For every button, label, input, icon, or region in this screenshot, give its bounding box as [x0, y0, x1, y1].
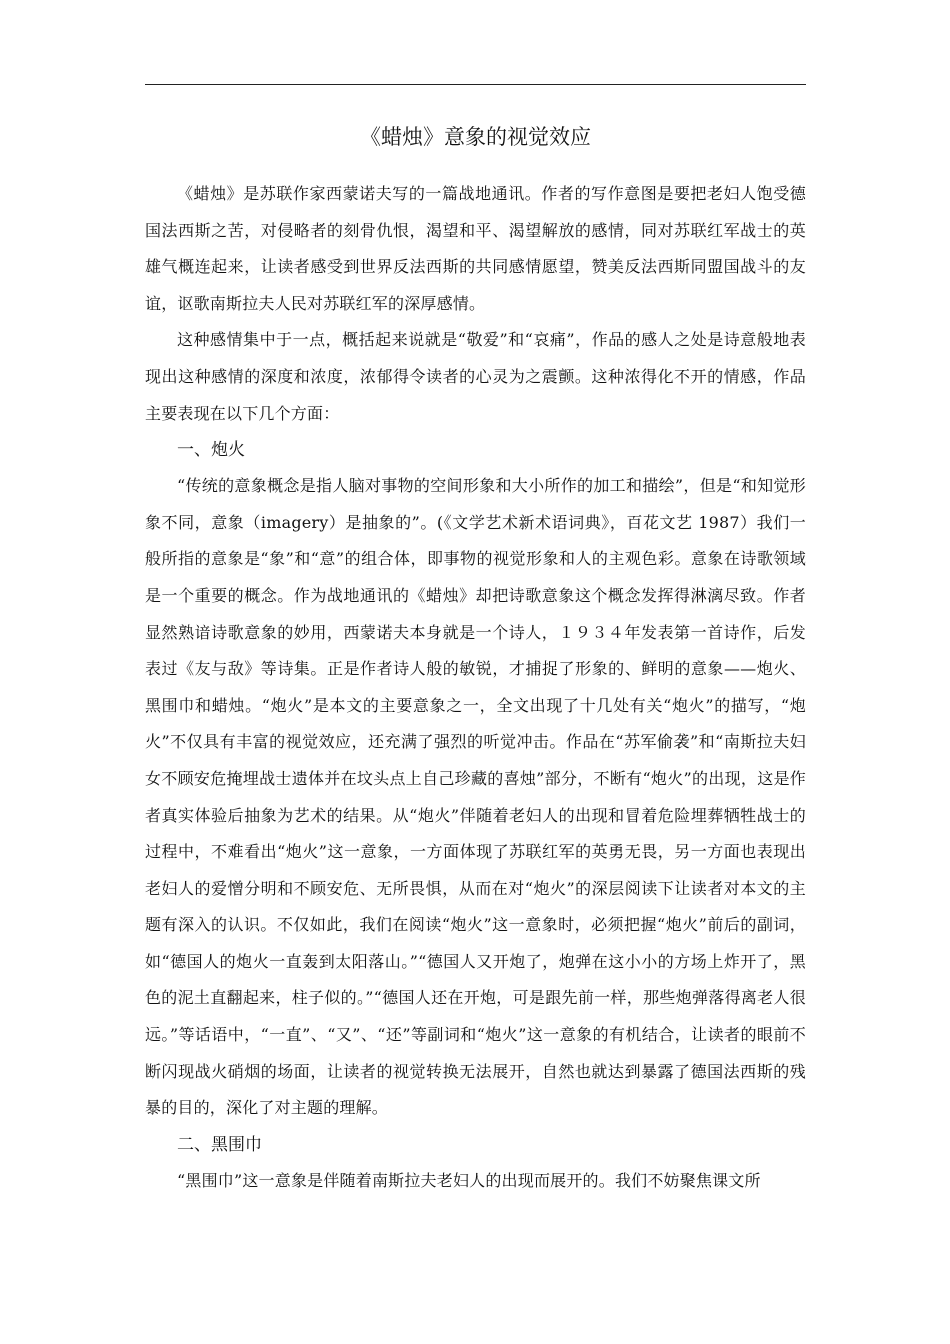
document-title: 《蜡烛》意象的视觉效应: [360, 125, 591, 149]
intro-paragraph-1: 《蜡烛》是苏联作家西蒙诺夫写的一篇战地通讯。作者的写作意图是要把老妇人饱受德国法西斯之苦，对侵略者的刻骨仇恨，渴望和平、渴望解放的感情，同对苏联红军战士的英雄气概连起来，让读者感受到世界反法西斯的共同感情愿望，赞美反法西斯同盟国战斗的友谊，讴歌南斯拉夫人民对苏联红军的深厚感情。: [145, 184, 806, 313]
section-heading-black-scarf: 二、黑围巾: [177, 1134, 262, 1155]
document-body: [145, 176, 806, 1199]
header-rule: [145, 84, 806, 85]
section-paragraph-black-scarf: “黑围巾”这一意象是伴随着南斯拉夫老妇人的出现而展开的。我们不妨聚焦课文所: [177, 1170, 761, 1190]
intro-paragraph-2: 这种感情集中于一点，概括起来说就是“敬爱”和“哀痛”，作品的感人之处是诗意般地表现出这种感情的深度和浓度，浓郁得令读者的心灵为之震颤。这种浓得化不开的情感，作品主要表现在以下几个方面：: [145, 330, 806, 423]
section-paragraph-artillery: “传统的意象概念是指人脑对事物的空间形象和大小所作的加工和描绘”，但是“和知觉形象不同，意象（imagery）是抽象的”。(《文学艺术新术语词典》，百花文艺 1987）我们一般所指的意象是“象”和“意”的组合体，即事物的视觉形象和人的主观色彩。意象在诗歌领域是一个重要的概念。作为战地通讯的《蜡烛》却把诗歌意象这个概念发挥得淋漓尽致。作者显然熟谙诗歌意象的妙用，西蒙诺夫本身就是一个诗人，１９３４年发表第一首诗作，后发表过《友与敌》等诗集。正是作者诗人般的敏锐，才捕捉了形象的、鲜明的意象——炮火、黑围巾和蜡烛。“炮火”是本文的主要意象之一，全文出现了十几处有关“炮火”的描写，“炮火”不仅具有丰富的视觉效应，还充满了强烈的听觉冲击。作品在“苏军偷袭”和“南斯拉夫妇女不顾安危掩埋战士遗体并在坟头点上自己珍藏的喜烛”部分，不断有“炮火”的出现，这是作者真实体验后抽象为艺术的结果。从“炮火”伴随着老妇人的出现和冒着危险埋葬牺牲战士的过程中，不难看出“炮火”这一意象，一方面体现了苏联红军的英勇无畏，另一方面也表现出老妇人的爱憎分明和不顾安危、无所畏惧，从而在对“炮火”的深层阅读下让读者对本文的主题有深入的认识。不仅如此，我们在阅读“炮火”这一意象时，必须把握“炮火”前后的副词，如“德国人的炮火一直轰到太阳落山。”“德国人又开炮了，炮弹在这小小的方场上炸开了，黑色的泥土直翻起来，柱子似的。”“德国人还在开炮，可是跟先前一样，那些炮弹落得离老人很远。”等话语中，“一直”、“又”、“还”等副词和“炮火”这一意象的有机结合，让读者的眼前不断闪现战火硝烟的场面，让读者的视觉转换无法展开，自然也就达到暴露了德国法西斯的残暴的目的，深化了对主题的理解。: [145, 476, 806, 1118]
section-heading-artillery: 一、炮火: [177, 440, 245, 461]
